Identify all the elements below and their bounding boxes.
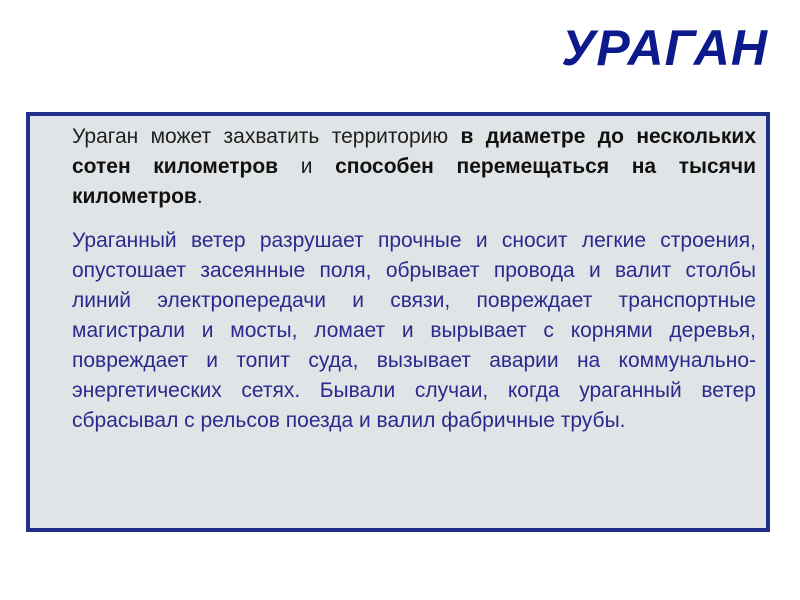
bullet-text-2: Ураганный ветер разрушает прочные и сносит легкие строения, опустошает засеянные поля, обрывает провода и валит столбы линий электропередачи и связи, повреждает транспортные магистрали и мосты, ломает и вырывает с корнями деревья, повреждает и топит суда, вызывает аварии на коммунально-энергетических сетях. Бывали случаи, когда ураганный ветер сбрасывал с рельсов поезда и валил фабричные трубы. (72, 229, 756, 432)
bullet-1-bold-diameter: в диаметре до нескольких сотен километров (72, 125, 756, 178)
bullet-1-bold-distance: способен перемещаться на тысячи километров (72, 155, 756, 208)
bullet-text-1 (72, 122, 756, 212)
bullet-item-1 (38, 122, 756, 212)
bullet-1-part-5: . (196, 185, 203, 208)
slide-title: УРАГАН (561, 20, 768, 76)
bullet-item-2 (38, 226, 756, 436)
bullet-1-part-1: Ураган может захватить территорию (72, 125, 461, 148)
bullet-1-part-3: и (278, 155, 336, 178)
content-frame (26, 112, 770, 532)
